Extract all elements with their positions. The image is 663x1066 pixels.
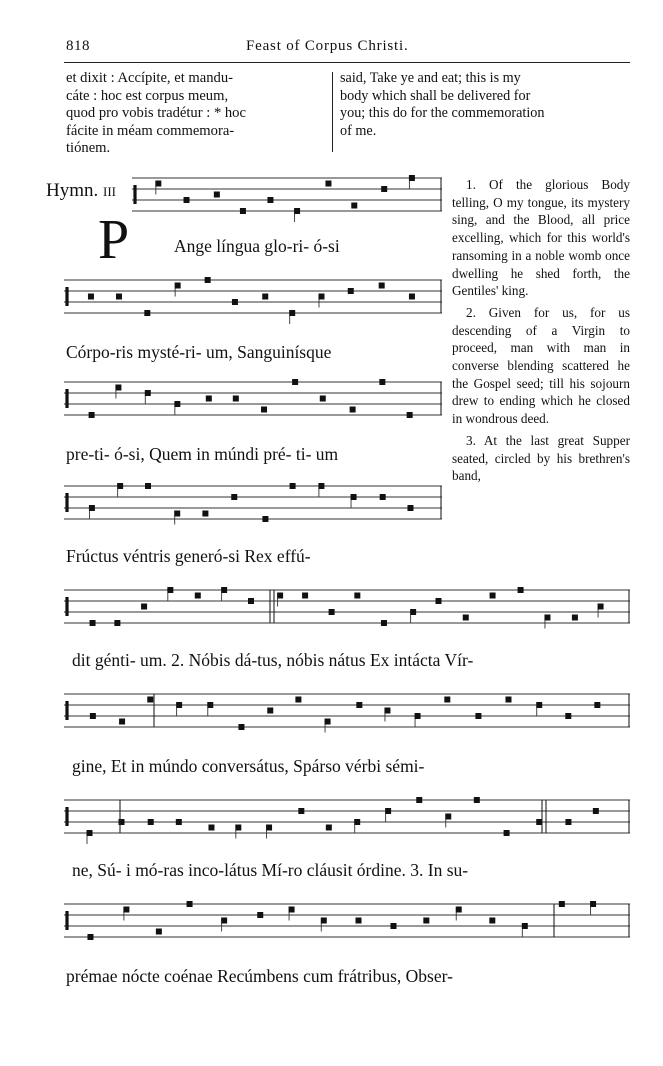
- chant-staff: [64, 794, 630, 844]
- chant-staff: [64, 898, 630, 948]
- neume: [544, 615, 550, 621]
- neume: [385, 808, 391, 814]
- column-divider: [332, 72, 333, 152]
- neume: [409, 175, 415, 181]
- neume: [205, 277, 211, 283]
- neume: [261, 407, 267, 413]
- neume: [119, 719, 125, 725]
- neume: [221, 587, 227, 593]
- neume: [456, 907, 462, 913]
- neume: [187, 901, 193, 907]
- neume: [415, 713, 421, 719]
- neume: [238, 724, 244, 730]
- neume: [119, 819, 125, 825]
- neume: [351, 494, 357, 500]
- neume: [207, 702, 213, 708]
- neume: [594, 702, 600, 708]
- neume: [590, 901, 596, 907]
- hymn-translation: [452, 176, 630, 489]
- translation-stanza: 2. Given for us, for us descending of a Virgin to proceed, man with man in converse blending scattered he the Gospel seed; till his sojourn drew to ending which he closed in wondrous deed.: [452, 304, 630, 427]
- neume: [565, 713, 571, 719]
- neume: [298, 808, 304, 814]
- neume: [123, 907, 129, 913]
- neume: [463, 615, 469, 621]
- neume: [167, 587, 173, 593]
- neume: [379, 283, 385, 289]
- neume: [233, 396, 239, 402]
- english-line: you; this do for the commemoration: [340, 105, 545, 121]
- neume: [384, 708, 390, 714]
- neume: [214, 192, 220, 198]
- translation-stanza: 3. At the last great Supper seated, circled by his brethren's band,: [452, 432, 630, 484]
- neume: [381, 620, 387, 626]
- neume: [329, 609, 335, 615]
- latin-line: quod pro vobis tradétur : * hoc: [66, 105, 246, 121]
- neume: [87, 830, 93, 836]
- english-text-column: [340, 70, 628, 140]
- neume: [145, 390, 151, 396]
- neume: [522, 923, 528, 929]
- neume: [147, 697, 153, 703]
- latin-line: cáte : hoc est corpus meum,: [66, 87, 229, 104]
- neume: [195, 593, 201, 599]
- neume: [156, 929, 162, 935]
- neume: [88, 294, 94, 300]
- neume: [320, 396, 326, 402]
- lyric-line: pre-ti- ó-si, Quem in múndi pré- ti- um: [66, 444, 339, 464]
- chant-staff: [64, 480, 442, 530]
- neume: [292, 379, 298, 385]
- neume: [141, 604, 147, 610]
- neume: [536, 702, 542, 708]
- neume: [504, 830, 510, 836]
- neume: [232, 299, 238, 305]
- lyric-line: Córpo-ris mysté-ri- um, Sanguinísque: [66, 342, 332, 362]
- neume: [474, 797, 480, 803]
- neume: [289, 310, 295, 316]
- neume: [318, 294, 324, 300]
- neume: [240, 208, 246, 214]
- neume: [174, 401, 180, 407]
- neume: [572, 615, 578, 621]
- neume: [410, 609, 416, 615]
- neume: [381, 186, 387, 192]
- english-line: body which shall be delivered for: [340, 87, 531, 104]
- neume: [321, 918, 327, 924]
- neume: [444, 697, 450, 703]
- neume: [277, 593, 283, 599]
- chant-staff: [64, 274, 442, 324]
- neume: [231, 494, 237, 500]
- neume: [115, 385, 121, 391]
- neume: [489, 918, 495, 924]
- neume: [290, 483, 296, 489]
- neume: [350, 407, 356, 413]
- neume: [380, 494, 386, 500]
- neume: [262, 516, 268, 522]
- neume: [423, 918, 429, 924]
- neume: [593, 808, 599, 814]
- neume: [326, 825, 332, 831]
- neume: [409, 294, 415, 300]
- lyric-line: Frúctus véntris generó-si Rex effú-: [66, 546, 311, 566]
- neume: [148, 819, 154, 825]
- neume: [175, 283, 181, 289]
- neume: [89, 505, 95, 511]
- neume: [90, 620, 96, 626]
- latin-line: fácite in méam commemora-: [66, 122, 235, 139]
- neume: [114, 620, 120, 626]
- header-rule: [64, 62, 630, 63]
- chant-staff: [132, 172, 442, 222]
- neume: [325, 181, 331, 187]
- neume: [90, 713, 96, 719]
- neume: [559, 901, 565, 907]
- chant-staff: [64, 584, 630, 634]
- neume: [248, 598, 254, 604]
- hymn-mode: III: [103, 184, 116, 199]
- english-line: of me.: [340, 122, 377, 139]
- neume: [435, 598, 441, 604]
- neume: [390, 923, 396, 929]
- lyric-line: ne, Sú- i mó-ras inco-látus Mí-ro cláusit órdine. 3. In su-: [72, 860, 469, 880]
- neume: [266, 825, 272, 831]
- neume: [116, 294, 122, 300]
- neume: [221, 918, 227, 924]
- neume: [416, 797, 422, 803]
- neume: [155, 181, 161, 187]
- latin-text-column: [66, 70, 328, 158]
- neume: [490, 593, 496, 599]
- neume: [202, 511, 208, 517]
- page-number: 818: [66, 38, 90, 54]
- neume: [89, 412, 95, 418]
- neume: [206, 396, 212, 402]
- neume: [354, 819, 360, 825]
- neume: [117, 483, 123, 489]
- neume: [505, 697, 511, 703]
- neume: [356, 702, 362, 708]
- neume: [87, 934, 93, 940]
- neume: [294, 208, 300, 214]
- hymn-word: Hymn.: [46, 180, 99, 201]
- neume: [267, 197, 273, 203]
- neume: [536, 819, 542, 825]
- lyric-line: dit génti- um. 2. Nóbis dá-tus, nóbis nátus Ex intácta Vír-: [72, 650, 474, 670]
- neume: [295, 697, 301, 703]
- neume: [267, 708, 273, 714]
- neume: [565, 819, 571, 825]
- neume: [407, 505, 413, 511]
- neume: [145, 483, 151, 489]
- neume: [518, 587, 524, 593]
- latin-line: et dixit : Accípite, et mandu-: [66, 70, 233, 86]
- neume: [354, 593, 360, 599]
- neume: [184, 197, 190, 203]
- neume: [348, 288, 354, 294]
- neume: [445, 814, 451, 820]
- chant-staff: [64, 376, 442, 426]
- neume: [176, 702, 182, 708]
- neume: [176, 819, 182, 825]
- neume: [262, 294, 268, 300]
- neume: [289, 907, 295, 913]
- running-title: Feast of Corpus Christi.: [246, 38, 409, 54]
- neume: [235, 825, 241, 831]
- neume: [144, 310, 150, 316]
- lyric-line: Ange língua glo-ri- ó-si: [174, 236, 340, 256]
- neume: [407, 412, 413, 418]
- neume: [208, 825, 214, 831]
- chant-staff: [64, 688, 630, 738]
- neume: [351, 203, 357, 209]
- neume: [598, 604, 604, 610]
- neume: [475, 713, 481, 719]
- translation-stanza: 1. Of the glorious Body telling, O my tongue, its mystery sing, and the Blood, all price excelling, which for this world's ransoming in a noble womb once dwelling he shed forth, the Gentiles' king.: [452, 177, 630, 299]
- neume: [174, 511, 180, 517]
- neume: [257, 912, 263, 918]
- hymn-label: [46, 180, 116, 202]
- neume: [325, 719, 331, 725]
- neume: [302, 593, 308, 599]
- lyric-line: gine, Et in múndo conversátus, Spárso vérbi sémi-: [72, 756, 425, 776]
- lyric-line: prémae nócte coénae Recúmbens cum frátribus, Obser-: [66, 966, 453, 986]
- drop-cap: P: [98, 209, 130, 271]
- neume: [318, 483, 324, 489]
- english-line: said, Take ye and eat; this is my: [340, 70, 521, 86]
- neume: [379, 379, 385, 385]
- neume: [356, 918, 362, 924]
- latin-line: tiónem.: [66, 140, 111, 156]
